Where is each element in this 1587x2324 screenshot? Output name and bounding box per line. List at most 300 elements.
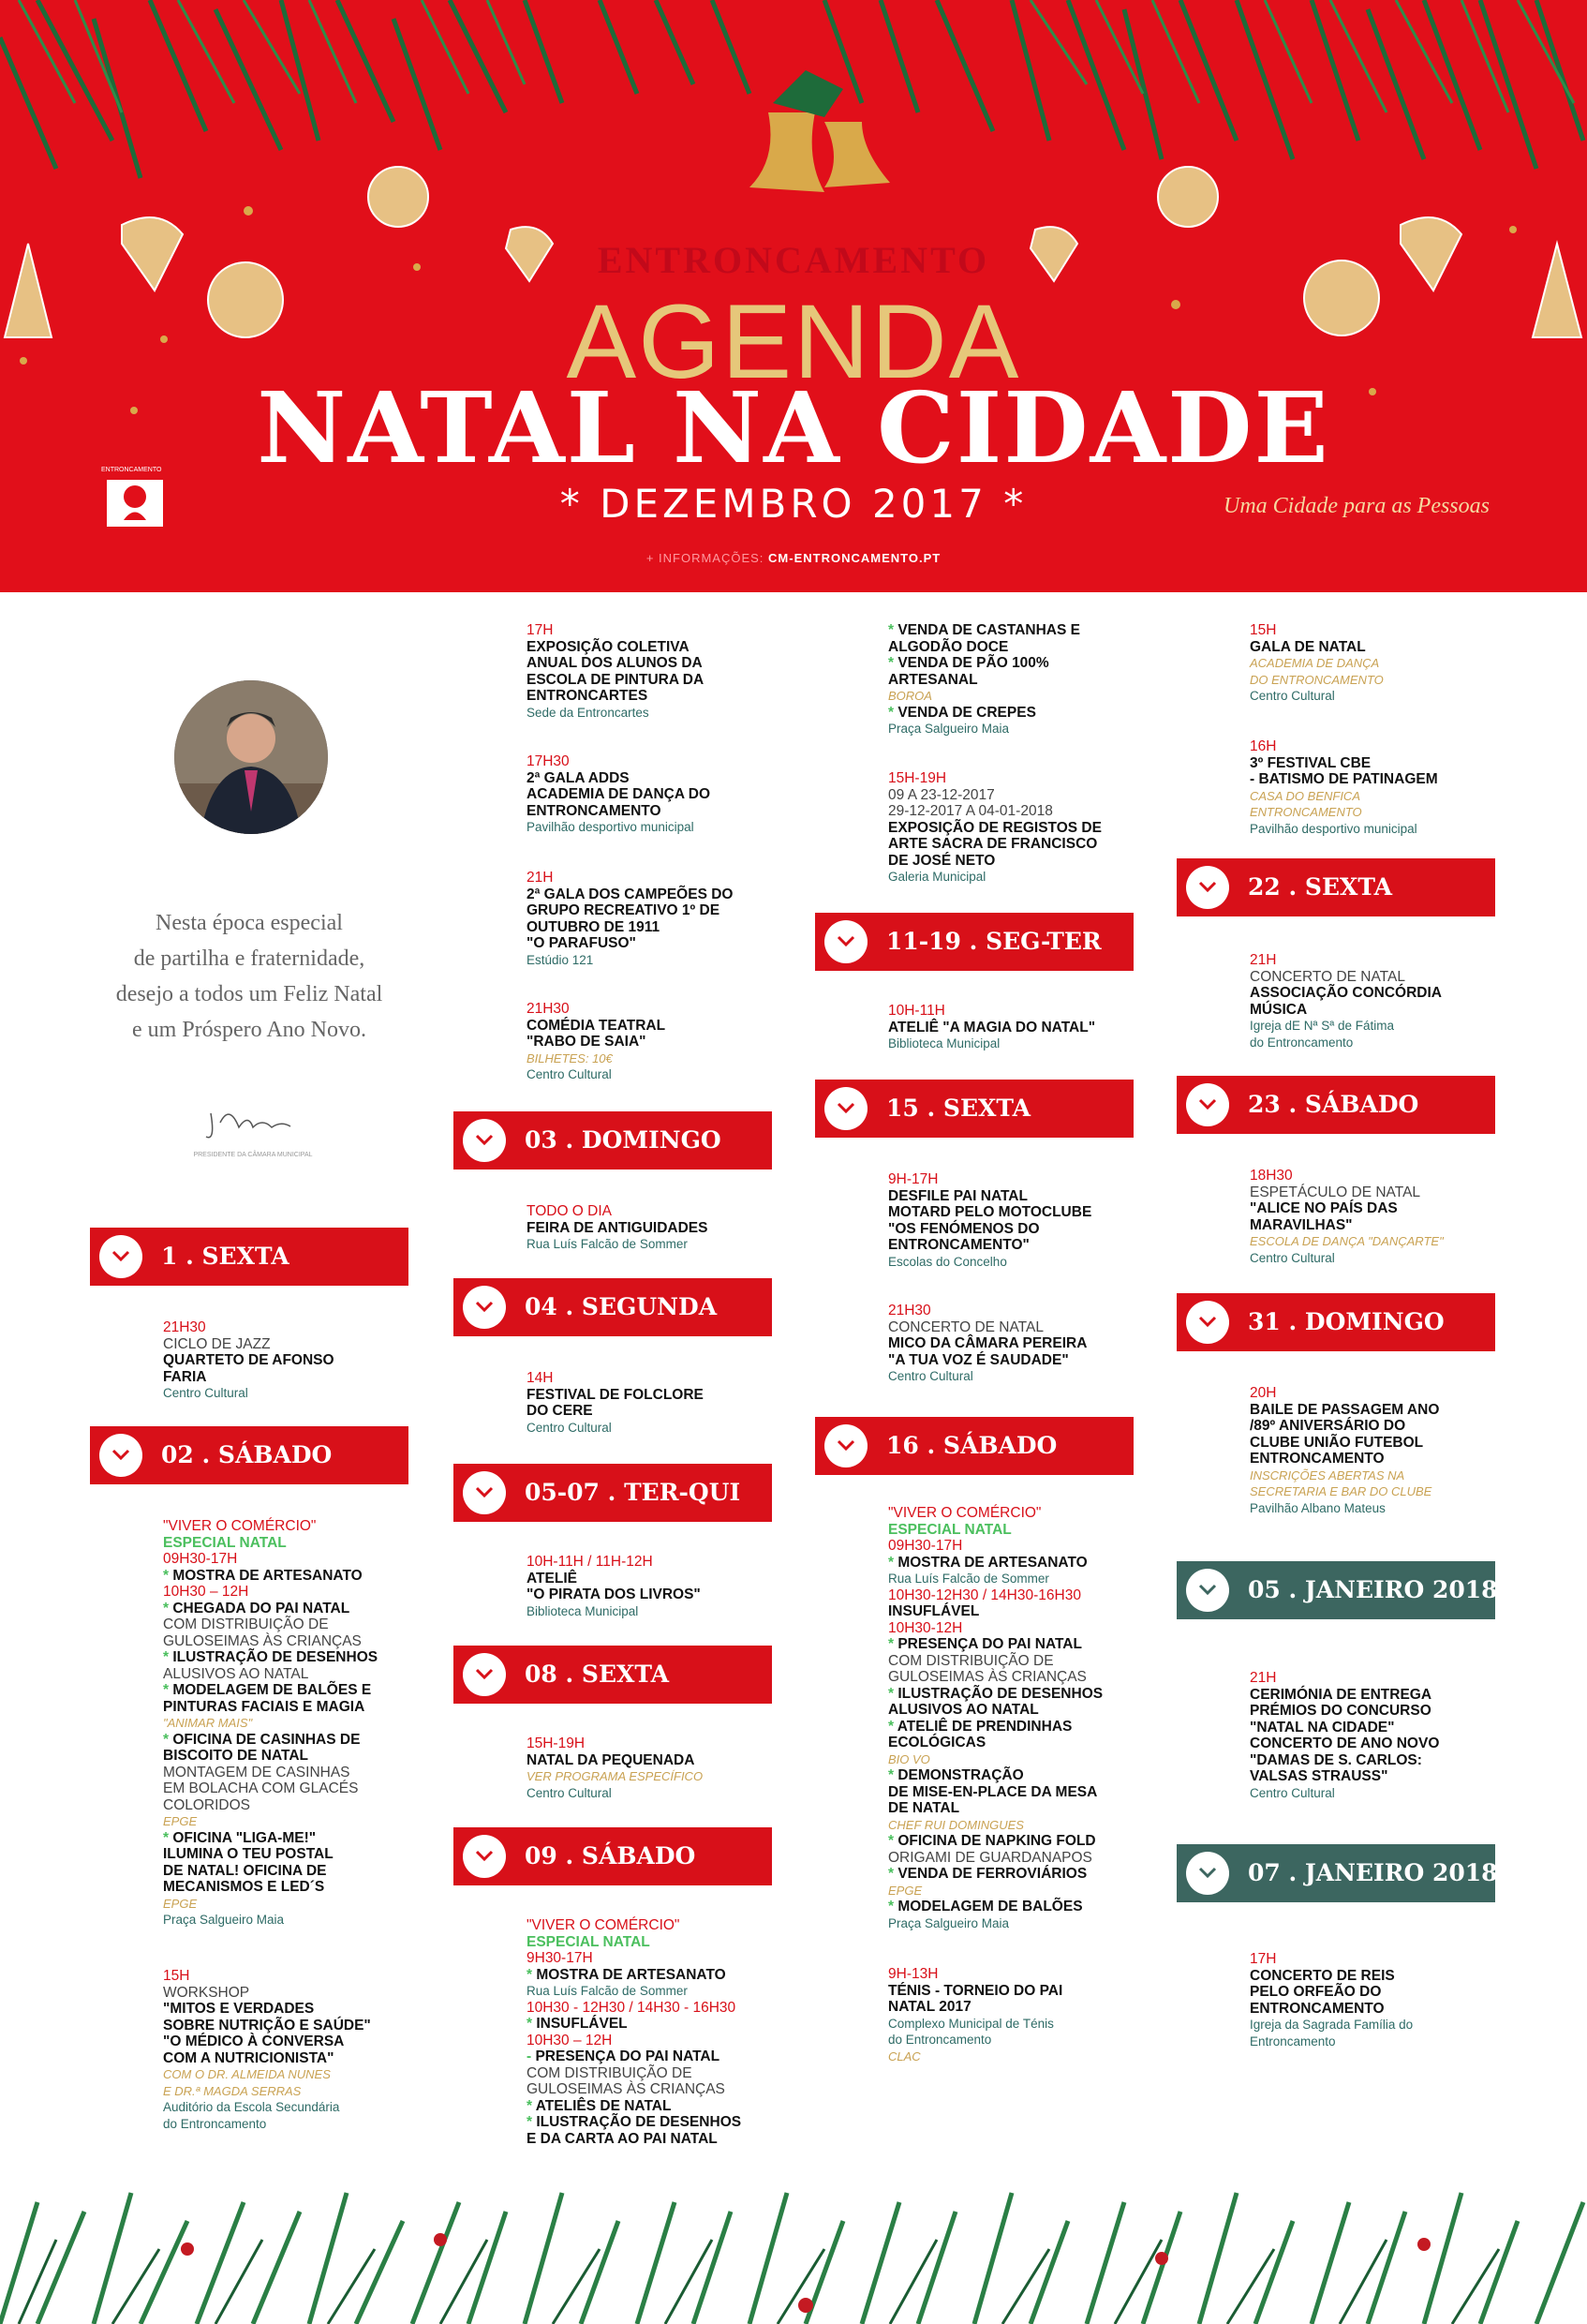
chevron-down-icon: [463, 1286, 506, 1329]
event-place: Centro Cultural: [1250, 689, 1335, 703]
event-time: 20H: [1250, 1385, 1277, 1401]
event-title: * ATELIÊS DE NATAL: [527, 2097, 672, 2114]
event: [1250, 1168, 1495, 1266]
event: [888, 1003, 1134, 1052]
day-label: 02 . SÁBADO: [161, 1441, 333, 1468]
greeting-line: e um Próspero Ano Novo.: [132, 1018, 366, 1042]
event-time: 21H: [1250, 952, 1277, 968]
event: [527, 622, 772, 721]
day-label: 09 . SÁBADO: [525, 1842, 696, 1870]
day-header[interactable]: [453, 1278, 772, 1336]
event: [1250, 952, 1495, 1050]
event: [527, 1001, 772, 1083]
event-time: 17H: [527, 622, 554, 638]
event-line: ORIGAMI DE GUARDANAPOS: [888, 1849, 1092, 1866]
event-title: * MOSTRA DE ARTESANATO: [163, 1567, 363, 1584]
event-organizer: EPGE: [163, 1814, 198, 1828]
event: [1250, 1951, 1495, 2049]
day-label: 22 . SEXTA: [1248, 873, 1393, 901]
event-title: * ILUSTRAÇÃO DE DESENHOS: [163, 1649, 378, 1665]
event-title: * OFICINA DE CASINHAS DE: [163, 1731, 361, 1748]
event-title: COM A NUTRICIONISTA": [163, 2049, 334, 2066]
day-label: 11-19 . SEG-TER: [886, 928, 1102, 955]
event-time: 10H-11H: [888, 1003, 945, 1019]
event-place: Complexo Municipal de Ténis: [888, 2016, 1054, 2031]
event-place: Praça Salgueiro Maia: [163, 1913, 285, 1927]
event-title: "NATAL NA CIDADE": [1250, 1719, 1395, 1736]
event-title-text: VENDA DE FERROVIÁRIOS: [897, 1866, 1088, 1882]
event-time: 21H30: [163, 1319, 206, 1335]
event-line: ESPECIAL NATAL: [888, 1521, 1012, 1538]
event-title: 2ª GALA ADDS: [527, 769, 630, 786]
event-time: 10H30-12H30 / 14H30-16H30: [888, 1587, 1081, 1603]
event-title: GRUPO RECREATIVO 1º DE: [527, 902, 720, 918]
chevron-down-icon: [463, 1835, 506, 1878]
event-time: 10H30 – 12H: [163, 1584, 249, 1600]
event-dates: 09 A 23-12-2017: [888, 786, 995, 803]
day-header[interactable]: [90, 1426, 408, 1484]
day-label: 31 . DOMINGO: [1248, 1308, 1445, 1335]
event-title: DE NATAL! OFICINA DE: [163, 1862, 327, 1879]
day-header[interactable]: [1177, 1844, 1498, 1902]
event-title: COMÉDIA TEATRAL: [527, 1017, 666, 1034]
date-subtitle: * DEZEMBRO 2017 *: [559, 481, 1028, 527]
event: [527, 870, 772, 968]
greeting-line: Nesta época especial: [156, 911, 343, 935]
event-organizer: BIO VO: [888, 1751, 930, 1766]
event: [527, 1370, 772, 1436]
event-title: NATAL DA PEQUENADA: [527, 1751, 695, 1768]
event-place: Estúdio 121: [527, 952, 594, 967]
event: [888, 1171, 1134, 1270]
event-organizer: EPGE: [888, 1883, 923, 1898]
event-title: * VENDA DE CREPES: [888, 704, 1036, 721]
event-title: SOBRE NUTRIÇÃO E SAÚDE": [163, 2017, 371, 2034]
event-title: FEIRA DE ANTIGUIDADES: [527, 1219, 708, 1236]
event-time: 21H: [527, 870, 554, 886]
event-title: DE NATAL: [888, 1800, 960, 1816]
event: [888, 770, 1134, 886]
event-organizer: COM O DR. ALMEIDA NUNES: [163, 2067, 331, 2081]
event-line: COLORIDOS: [163, 1796, 251, 1813]
event: [888, 1966, 1134, 2064]
portrait-image: [174, 680, 328, 834]
event-title: "O PIRATA DOS LIVROS": [527, 1587, 701, 1602]
event-place: Rua Luís Falcão de Sommer: [527, 1984, 688, 1998]
event-title: * MODELAGEM DE BALÕES: [888, 1899, 1083, 1914]
event-place: Rua Luís Falcão de Sommer: [888, 1572, 1049, 1586]
event-line: GULOSEIMAS ÀS CRIANÇAS: [163, 1632, 362, 1649]
event-title: ARTE SACRA DE FRANCISCO: [888, 836, 1098, 852]
day-header[interactable]: [453, 1464, 772, 1522]
event-title-text: ILUSTRAÇÃO DE DESENHOS: [536, 2114, 742, 2130]
event-line: EM BOLACHA COM GLACÉS: [163, 1780, 359, 1796]
event-place: Pavilhão desportivo municipal: [1250, 821, 1417, 836]
event-title-text: VENDA DE PÃO 100%: [897, 655, 1049, 671]
event-time: TODO O DIA: [527, 1203, 613, 1219]
event-place: Sede da Entroncartes: [527, 705, 649, 720]
event-place: Entroncamento: [1250, 2034, 1336, 2048]
event-place: Pavilhão Albano Mateus: [1250, 1500, 1386, 1515]
chevron-down-icon: [824, 920, 868, 963]
event-time: 9H30-17H: [527, 1950, 593, 1966]
event-title-text: ILUSTRAÇÃO DE DESENHOS: [172, 1649, 378, 1665]
event-place: Praça Salgueiro Maia: [888, 1915, 1010, 1930]
event-title: EXPOSIÇÃO DE REGISTOS DE: [888, 819, 1102, 836]
event-organizer: EPGE: [163, 1896, 198, 1911]
event-time: 10H30-12H: [888, 1619, 963, 1636]
event-title: QUARTETO DE AFONSO: [163, 1352, 334, 1368]
event-title: * PRESENÇA DO PAI NATAL: [888, 1636, 1082, 1652]
event-title: ALUSIVOS AO NATAL: [888, 1702, 1039, 1718]
day-header[interactable]: [1177, 858, 1495, 916]
event-title: "MITOS E VERDADES: [163, 2001, 315, 2017]
event: [1250, 1670, 1495, 1801]
event-line: COM DISTRIBUIÇÃO DE: [163, 1616, 329, 1632]
event-title: PELO ORFEÃO DO: [1250, 1984, 1382, 2000]
event-place: Centro Cultural: [527, 1067, 612, 1081]
day-label: 03 . DOMINGO: [525, 1126, 721, 1154]
event-title: "A TUA VOZ É SAUDADE": [888, 1351, 1069, 1368]
day-label: 15 . SEXTA: [886, 1095, 1031, 1122]
event-title-text: ATELIÊS DE NATAL: [535, 2097, 672, 2114]
event-time: 10H30 – 12H: [527, 2032, 613, 2048]
event-place: Centro Cultural: [888, 1369, 973, 1383]
event-note: SECRETARIA E BAR DO CLUBE: [1250, 1484, 1432, 1498]
event-time: 17H: [1250, 1951, 1277, 1967]
event-place: Biblioteca Municipal: [527, 1603, 639, 1618]
event-title-text: VENDA DE CASTANHAS E: [897, 622, 1080, 638]
mayor-photo: [174, 680, 328, 834]
event-line: "VIVER O COMÉRCIO": [527, 1917, 680, 1933]
event-title: 3º FESTIVAL CBE: [1250, 754, 1372, 771]
event-title: MECANISMOS E LED´S: [163, 1879, 325, 1895]
event-title: DE JOSÉ NETO: [888, 852, 996, 869]
event-organizer: ENTRONCAMENTO: [1250, 805, 1362, 819]
event-title-text: MOSTRA DE ARTESANATO: [897, 1554, 1088, 1571]
event: [1250, 1385, 1495, 1516]
day-label: 1 . SEXTA: [161, 1243, 289, 1270]
agenda-title: AGENDA: [566, 283, 1021, 400]
chevron-down-icon: [99, 1235, 142, 1278]
event-time: 15H: [1250, 622, 1277, 638]
event-title-text: OFICINA DE CASINHAS DE: [172, 1731, 361, 1748]
event-time: 15H: [163, 1968, 190, 1984]
event: [1250, 622, 1495, 705]
event-place: Centro Cultural: [527, 1785, 612, 1800]
event-title: "DAMAS DE S. CARLOS:: [1250, 1751, 1422, 1768]
chevron-down-icon: [1186, 1083, 1229, 1126]
event-place: Pavilhão desportivo municipal: [527, 820, 694, 834]
day-label: 16 . SÁBADO: [886, 1432, 1058, 1459]
event-type: ESPETÁCULO DE NATAL: [1250, 1184, 1421, 1200]
day-label: 04 . SEGUNDA: [525, 1293, 718, 1320]
event-title-text: MODELAGEM DE BALÕES E: [172, 1682, 372, 1698]
event-title: CONCERTO DE ANO NOVO: [1250, 1736, 1440, 1751]
event-organizer: CHEF RUI DOMINGUES: [888, 1817, 1024, 1832]
chevron-down-icon: [99, 1434, 142, 1477]
event-title: E DA CARTA AO PAI NATAL: [527, 2130, 718, 2147]
event-title-text: ATELIÊ DE PRENDINHAS: [897, 1718, 1073, 1735]
event-line: GULOSEIMAS ÀS CRIANÇAS: [527, 2081, 725, 2097]
event-time: 21H: [1250, 1670, 1277, 1686]
event-time: 15H-19H: [888, 770, 947, 786]
event-line: ESPECIAL NATAL: [163, 1534, 287, 1551]
event-title: * DEMONSTRAÇÃO: [888, 1767, 1024, 1783]
event-title-text: OFICINA "LIGA-ME!": [172, 1829, 317, 1846]
event-place: Biblioteca Municipal: [888, 1036, 1001, 1050]
event-title: ACADEMIA DE DANÇA DO: [527, 786, 711, 802]
day-header[interactable]: [815, 913, 1134, 971]
event-title-text: PRESENÇA DO PAI NATAL: [535, 2048, 720, 2064]
event-title: * MOSTRA DE ARTESANATO: [888, 1554, 1088, 1571]
event-title: - BATISMO DE PATINAGEM: [1250, 771, 1438, 787]
event-title: FESTIVAL DE FOLCLORE: [527, 1386, 704, 1403]
day-label: 23 . SÁBADO: [1248, 1091, 1419, 1118]
day-label: 05 . JANEIRO 2018: [1248, 1576, 1498, 1603]
event-title: ESCOLA DE PINTURA DA: [527, 671, 705, 688]
event: [888, 1303, 1134, 1385]
chevron-down-icon: [463, 1471, 506, 1514]
event-title: "OS FENÓMENOS DO: [888, 1220, 1040, 1237]
event-time: 09H30-17H: [163, 1551, 238, 1567]
brand-name: ENTRONCAMENTO: [597, 239, 990, 281]
event-title-text: MOSTRA DE ARTESANATO: [536, 1966, 726, 1983]
event-title: "O PARAFUSO": [527, 935, 636, 951]
event-title: DO CERE: [527, 1403, 593, 1419]
event-title: * VENDA DE CASTANHAS E: [888, 622, 1080, 638]
event-title: PRÉMIOS DO CONCURSO: [1250, 1703, 1431, 1719]
event-type: WORKSHOP: [163, 1984, 250, 2001]
event-title: NATAL 2017: [888, 1999, 971, 2015]
day-label: 05-07 . TER-QUI: [525, 1479, 741, 1506]
event-title-text: CHEGADA DO PAI NATAL: [172, 1600, 350, 1616]
event-title: ANUAL DOS ALUNOS DA: [527, 655, 703, 671]
event-title: PINTURAS FACIAIS E MAGIA: [163, 1698, 365, 1715]
event-time: 15H-19H: [527, 1736, 586, 1751]
day-header[interactable]: [1177, 1293, 1495, 1351]
event-time: 21H30: [888, 1303, 931, 1318]
event-price: BILHETES: 10€: [527, 1050, 613, 1065]
event: [163, 1319, 408, 1402]
event-place: Igreja da Sagrada Família do: [1250, 2018, 1414, 2032]
header-banner: [0, 0, 1587, 592]
day-header[interactable]: [1177, 1076, 1495, 1134]
event-type: CONCERTO DE NATAL: [888, 1318, 1044, 1335]
pine-garland-decoration: [0, 2183, 1587, 2324]
event-time: 17H30: [527, 753, 570, 769]
event-time: 18H30: [1250, 1168, 1293, 1184]
event-organizer: CLAC: [888, 2048, 921, 2063]
event-title: OUTUBRO DE 1911: [527, 918, 660, 935]
info-prefix: + INFORMAÇÕES:: [645, 551, 764, 565]
chevron-down-icon: [463, 1119, 506, 1162]
event-title: * ILUSTRAÇÃO DE DESENHOS: [527, 2114, 742, 2130]
event-title: MÚSICA: [1250, 1001, 1308, 1018]
event-title: * OFICINA "LIGA-ME!": [163, 1829, 317, 1846]
event-organizer: ESCOLA DE DANÇA "DANÇARTE": [1250, 1234, 1444, 1248]
event-title: ATELIÊ "A MAGIA DO NATAL": [888, 1019, 1096, 1035]
event-organizer: DO ENTRONCAMENTO: [1250, 672, 1384, 687]
info-line: [0, 551, 1587, 565]
footer-garland: [0, 2183, 1587, 2324]
event-title: CERIMÓNIA DE ENTREGA: [1250, 1686, 1432, 1703]
event-title: ENTRONCAMENTO: [1250, 1451, 1385, 1467]
event-dates: 29-12-2017 A 04-01-2018: [888, 803, 1053, 819]
event: [527, 753, 772, 836]
event: [1250, 738, 1495, 837]
event-title: VALSAS STRAUSS": [1250, 1768, 1388, 1784]
event-title: INSUFLÁVEL: [888, 1603, 980, 1619]
day-header[interactable]: [453, 1111, 772, 1169]
signature: [197, 1095, 300, 1151]
event-place: Centro Cultural: [1250, 1785, 1335, 1800]
event-place: do Entroncamento: [1250, 1035, 1354, 1050]
day-header[interactable]: [815, 1417, 1134, 1475]
event-place: Centro Cultural: [163, 1386, 248, 1400]
event-time: 21H30: [527, 1001, 570, 1017]
event-organizer: "ANIMAR MAIS": [163, 1716, 253, 1730]
event-line: MONTAGEM DE CASINHAS: [163, 1764, 350, 1780]
day-label: 08 . SEXTA: [525, 1661, 670, 1688]
event-place: Praça Salgueiro Maia: [888, 722, 1010, 736]
event-title: * MOSTRA DE ARTESANATO: [527, 1966, 726, 1983]
event-time: 10H30 - 12H30 / 14H30 - 16H30: [527, 1999, 736, 2016]
event-title-text: PRESENÇA DO PAI NATAL: [897, 1636, 1082, 1652]
event-title-text: INSUFLÁVEL: [536, 2016, 628, 2032]
event-type: CONCERTO DE NATAL: [1250, 968, 1405, 985]
info-website-link[interactable]: CM-ENTRONCAMENTO.PT: [768, 551, 942, 565]
event-title: "O MÉDICO À CONVERSA: [163, 2034, 345, 2049]
day-header[interactable]: [90, 1228, 408, 1286]
day-label: 07 . JANEIRO 2018: [1248, 1859, 1498, 1886]
chevron-down-icon: [1186, 1301, 1229, 1344]
event-title: ENTRONCARTES: [527, 688, 648, 704]
event-organizer: BOROA: [888, 689, 932, 703]
event-title-text: MOSTRA DE ARTESANATO: [172, 1567, 363, 1584]
event-title: ILUMINA O TEU POSTAL: [163, 1846, 334, 1862]
event-line: COM DISTRIBUIÇÃO DE: [527, 2064, 692, 2081]
event-place: Centro Cultural: [1250, 1250, 1335, 1265]
greeting-line: desejo a todos um Feliz Natal: [115, 982, 383, 1006]
event-title: CLUBE UNIÃO FUTEBOL: [1250, 1434, 1424, 1451]
event-title: ALGODÃO DOCE: [888, 638, 1009, 655]
event-title: DESFILE PAI NATAL: [888, 1187, 1028, 1204]
event-title: MARAVILHAS": [1250, 1216, 1353, 1233]
event-title: ECOLÓGICAS: [888, 1735, 986, 1750]
event-place: do Entroncamento: [888, 2033, 992, 2047]
event-place: Galeria Municipal: [888, 870, 986, 884]
event-title: * MODELAGEM DE BALÕES E: [163, 1682, 372, 1698]
event-title: FARIA: [163, 1368, 207, 1385]
event-line: GULOSEIMAS ÀS CRIANÇAS: [888, 1669, 1087, 1685]
greeting-message: [90, 905, 408, 1048]
event: [163, 1968, 408, 2132]
chevron-down-icon: [463, 1653, 506, 1696]
event: [527, 1736, 772, 1801]
chevron-down-icon: [1186, 1852, 1229, 1895]
event-title: * VENDA DE PÃO 100%: [888, 655, 1049, 671]
event-title: MICO DA CÂMARA PEREIRA: [888, 1335, 1088, 1351]
event: [888, 622, 1134, 737]
event-place: Igreja dE Nª Sª de Fátima: [1250, 1019, 1395, 1033]
event-title: /89º ANIVERSÁRIO DO: [1250, 1418, 1406, 1434]
event-title: DE MISE-EN-PLACE DA MESA: [888, 1783, 1098, 1800]
event-title: 2ª GALA DOS CAMPEÕES DO: [527, 886, 734, 902]
event-title: BISCOITO DE NATAL: [163, 1748, 308, 1764]
chevron-down-icon: [1186, 1569, 1229, 1612]
day-header[interactable]: [1177, 1561, 1498, 1619]
event-place: Auditório da Escola Secundária: [163, 2100, 340, 2114]
day-header[interactable]: [815, 1080, 1134, 1138]
event-title: * OFICINA DE NAPKING FOLD: [888, 1833, 1096, 1849]
municipality-logo: [105, 469, 165, 529]
event-time: 10H-11H / 11H-12H: [527, 1554, 653, 1570]
event-line: "VIVER O COMÉRCIO": [888, 1505, 1042, 1521]
greeting-line: de partilha e fraternidade,: [133, 946, 365, 971]
event-organizer: CASA DO BENFICA: [1250, 788, 1360, 803]
chevron-down-icon: [1186, 866, 1229, 909]
event-note: INSCRIÇÕES ABERTAS NA: [1250, 1467, 1405, 1482]
page-title: NATAL NA CIDADE: [257, 370, 1330, 485]
event-title: * VENDA DE FERROVIÁRIOS: [888, 1866, 1088, 1882]
signature-caption: PRESIDENTE DA CÂMARA MUNICIPAL: [193, 1152, 313, 1158]
event-title-text: DEMONSTRAÇÃO: [897, 1767, 1024, 1783]
event: [163, 1518, 408, 1929]
event-time: 9H-13H: [888, 1966, 939, 1982]
event: [888, 1505, 1134, 1931]
event: [527, 1203, 772, 1253]
event-title: * CHEGADA DO PAI NATAL: [163, 1600, 350, 1616]
event-place: Rua Luís Falcão de Sommer: [527, 1237, 688, 1251]
event-title: * ATELIÊ DE PRENDINHAS: [888, 1718, 1073, 1735]
tagline: Uma Cidade para as Pessoas: [1223, 494, 1490, 518]
event-time: 16H: [1250, 738, 1277, 754]
day-header[interactable]: [453, 1646, 772, 1704]
event-title: "RABO DE SAIA": [527, 1034, 646, 1050]
event-title: * ILUSTRAÇÃO DE DESENHOS: [888, 1685, 1104, 1702]
event-title: ARTESANAL: [888, 671, 978, 688]
chevron-down-icon: [824, 1424, 868, 1467]
event-place: do Entroncamento: [163, 2116, 267, 2131]
event-title: ENTRONCAMENTO: [527, 802, 661, 819]
event-title-text: MODELAGEM DE BALÕES: [897, 1899, 1083, 1914]
event-organizer: E DR.ª MAGDA SERRAS: [163, 2083, 302, 2098]
day-header[interactable]: [453, 1827, 772, 1885]
event-line: "VIVER O COMÉRCIO": [163, 1518, 317, 1534]
event: [527, 1917, 772, 2147]
event-line: COM DISTRIBUIÇÃO DE: [888, 1652, 1054, 1669]
event-organizer: ACADEMIA DE DANÇA: [1250, 656, 1380, 670]
event-title: ENTRONCAMENTO: [1250, 2000, 1385, 2017]
event-title: TÉNIS - TORNEIO DO PAI: [888, 1982, 1063, 1999]
event: [527, 1554, 772, 1619]
event-title: EXPOSIÇÃO COLETIVA: [527, 638, 690, 655]
event-note: VER PROGRAMA ESPECÍFICO: [527, 1769, 704, 1783]
event-title: ENTRONCAMENTO": [888, 1237, 1030, 1253]
event-title-text: ILUSTRAÇÃO DE DESENHOS: [897, 1685, 1104, 1702]
event-title: ATELIÊ: [527, 1570, 577, 1587]
event-title: ASSOCIAÇÃO CONCÓRDIA: [1250, 985, 1442, 1001]
event-title: * INSUFLÁVEL: [527, 2016, 628, 2032]
event-place: Centro Cultural: [527, 1420, 612, 1435]
event-title-text: VENDA DE CREPES: [897, 704, 1036, 721]
event-title: GALA DE NATAL: [1250, 638, 1366, 655]
event-title: BAILE DE PASSAGEM ANO: [1250, 1401, 1440, 1418]
chevron-down-icon: [824, 1087, 868, 1130]
event-line: ALUSIVOS AO NATAL: [163, 1665, 309, 1682]
event-time: 09H30-17H: [888, 1538, 963, 1554]
